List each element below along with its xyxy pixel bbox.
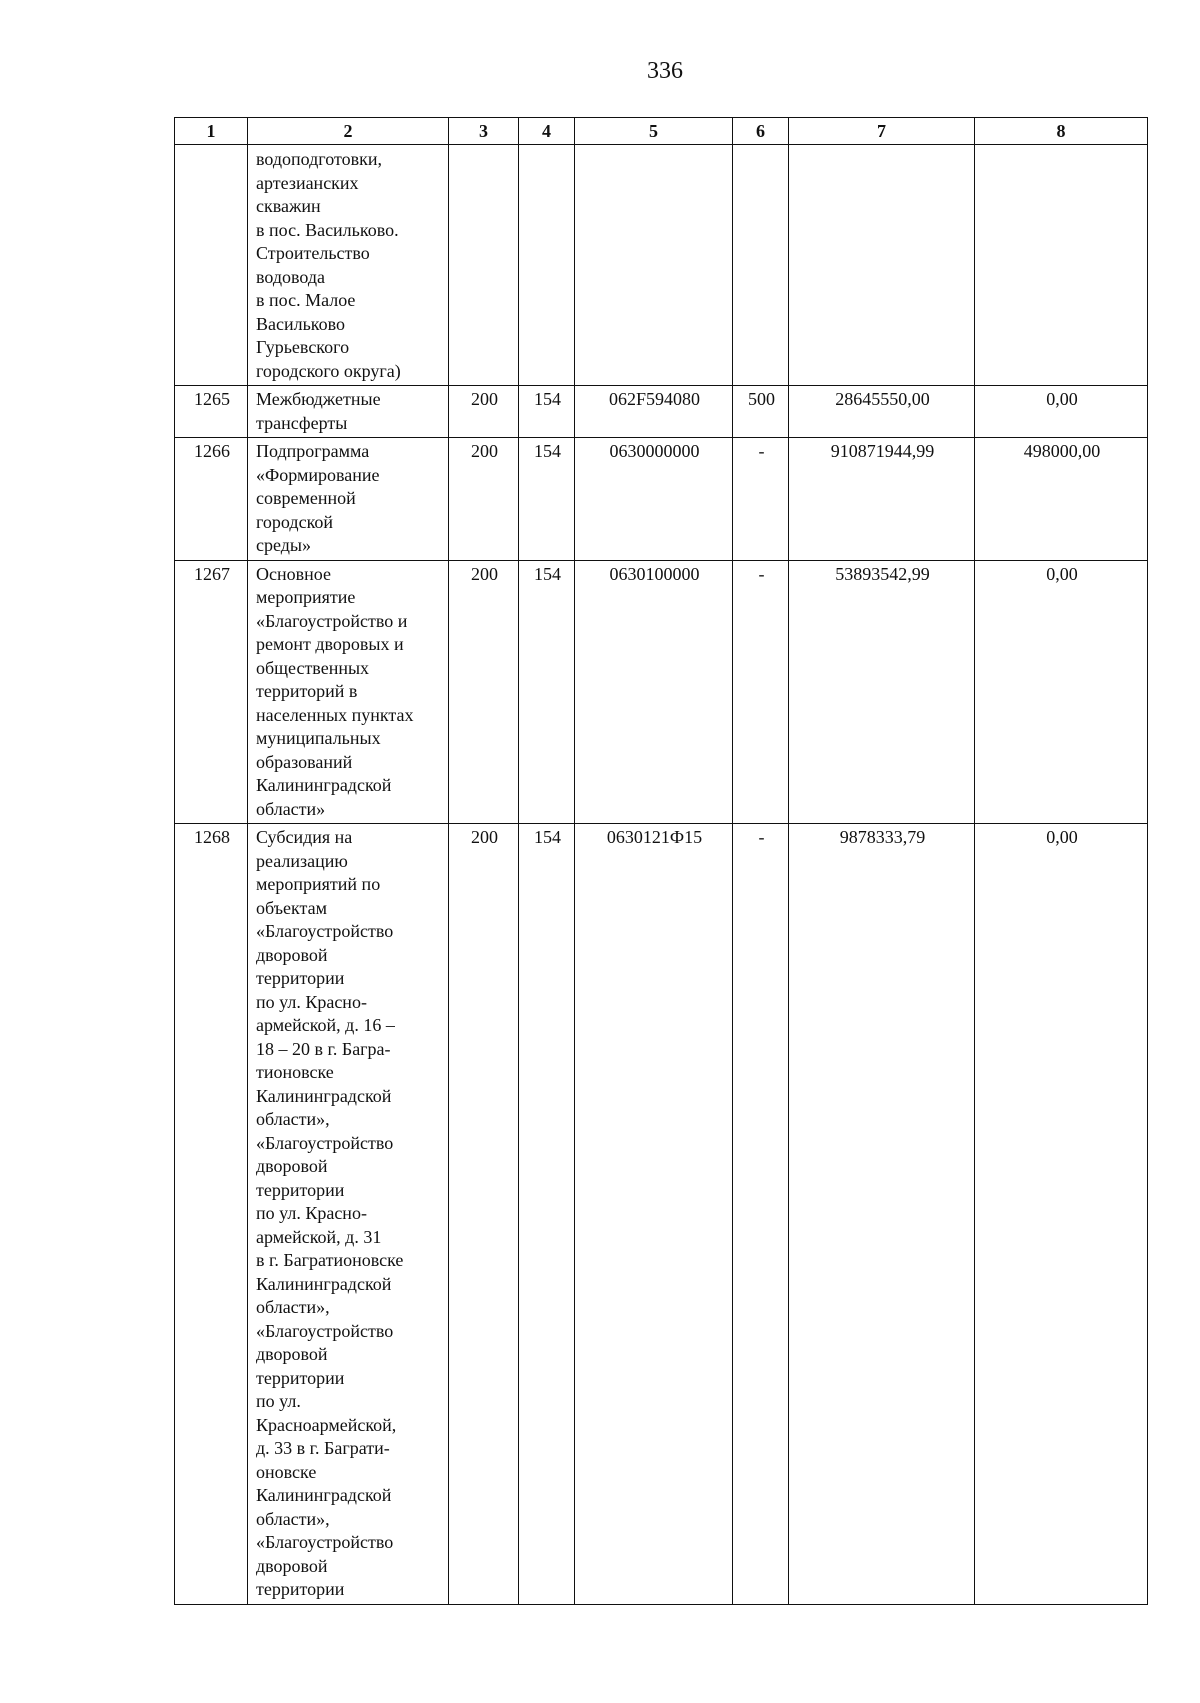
cell-name-line: «Благоустройство (256, 921, 394, 941)
cell-name-line: «Формирование (256, 464, 380, 485)
table-row (175, 824, 1148, 1605)
cell-name (248, 824, 449, 1605)
cell-name-line: по ул. Красно- (256, 991, 367, 1012)
cell-name (248, 438, 449, 561)
header-col-2: 2 (248, 118, 449, 145)
cell-c5: 0630100000 (575, 560, 733, 824)
cell-name-line: Субсидия на (256, 827, 353, 847)
cell-c7: 910871944,99 (789, 438, 975, 561)
cell-name-line: д. 33 в г. Баграти- (256, 1438, 390, 1458)
cell-c4: 154 (519, 438, 575, 561)
cell-name-line: городской (256, 511, 334, 532)
cell-name-line: территории (256, 1179, 345, 1200)
cell-c5: 0630000000 (575, 438, 733, 561)
cell-name-line: в пос. Малое (256, 290, 356, 310)
cell-name-line: муниципальных (256, 728, 381, 748)
cell-num: 1265 (175, 386, 248, 438)
cell-name-line: «Благоустройство (256, 1532, 394, 1552)
cell-c3 (449, 145, 519, 386)
cell-name-line: Калининградской (256, 1085, 392, 1106)
header-row (175, 118, 1148, 145)
cell-num: 1266 (175, 438, 248, 561)
cell-name-line: водовода (256, 266, 326, 287)
cell-name-line: Калининградской (256, 1485, 392, 1505)
cell-name-line: «Благоустройство (256, 1132, 394, 1153)
cell-c4 (519, 145, 575, 386)
cell-name-line: объектам (256, 897, 327, 918)
cell-c4: 154 (519, 824, 575, 1605)
cell-name-line: 18 – 20 в г. Багра- (256, 1038, 391, 1059)
cell-name (248, 386, 449, 438)
cell-name-line: дворовой (256, 1555, 328, 1576)
cell-name-line: населенных пунктах (256, 704, 414, 725)
cell-name-line: современной (256, 488, 356, 508)
cell-c7 (789, 145, 975, 386)
cell-name-line: тионовске (256, 1062, 334, 1082)
cell-name (248, 560, 449, 824)
cell-name-line: Межбюджетные (256, 389, 381, 409)
cell-c6: - (733, 438, 789, 561)
cell-c8: 0,00 (975, 824, 1148, 1605)
cell-c6 (733, 145, 789, 386)
cell-name-line: городского округа) (256, 360, 401, 381)
cell-name-line: трансферты (256, 412, 348, 433)
cell-name-line: «Благоустройство и (256, 610, 408, 631)
cell-c5 (575, 145, 733, 386)
cell-c4: 154 (519, 386, 575, 438)
cell-name-line: армейской, д. 31 (256, 1226, 382, 1247)
page-number: 336 (647, 58, 683, 84)
cell-name-line: оновске (256, 1461, 317, 1482)
cell-c5: 062F594080 (575, 386, 733, 438)
cell-c3: 200 (449, 824, 519, 1605)
table-row (175, 438, 1148, 561)
table-row (175, 560, 1148, 824)
cell-name-line: области», (256, 1297, 330, 1317)
cell-name-line: Калининградской (256, 1273, 392, 1294)
cell-name-line: реализацию (256, 850, 348, 871)
cell-name-line: ремонт дворовых и (256, 634, 404, 654)
header-col-1: 1 (175, 118, 248, 145)
cell-c4: 154 (519, 560, 575, 824)
cell-name-line: общественных (256, 657, 370, 678)
cell-name-line: Красноармейской, (256, 1414, 397, 1435)
cell-c8: 498000,00 (975, 438, 1148, 561)
cell-c8 (975, 145, 1148, 386)
cell-name-line: территории (256, 1579, 345, 1599)
cell-name-line: по ул. Красно- (256, 1203, 367, 1223)
cell-name-line: среды» (256, 535, 311, 555)
cell-c7: 53893542,99 (789, 560, 975, 824)
cell-c3: 200 (449, 386, 519, 438)
cell-c3: 200 (449, 560, 519, 824)
cell-name-line: Васильково (256, 313, 346, 334)
header-col-6: 6 (733, 118, 789, 145)
header-col-7: 7 (789, 118, 975, 145)
header-col-4: 4 (519, 118, 575, 145)
cell-c6: - (733, 824, 789, 1605)
cell-c6: - (733, 560, 789, 824)
cell-name-line: образований (256, 751, 353, 772)
cell-name-line: территории (256, 1367, 345, 1388)
cell-name-line: Основное (256, 563, 331, 584)
cell-c8: 0,00 (975, 560, 1148, 824)
cell-name-line: дворовой (256, 1156, 328, 1176)
cell-c6: 500 (733, 386, 789, 438)
cell-c7: 9878333,79 (789, 824, 975, 1605)
cell-name-line: водоподготовки, (256, 149, 382, 169)
header-col-5: 5 (575, 118, 733, 145)
cell-name (248, 145, 449, 386)
cell-name-line: дворовой (256, 944, 328, 965)
cell-name-line: «Благоустройство (256, 1320, 394, 1341)
cell-name-line: дворовой (256, 1344, 328, 1364)
cell-name-line: Калининградской (256, 775, 392, 795)
cell-name-line: области» (256, 798, 326, 819)
cell-name-line: мероприятий по (256, 874, 381, 894)
cell-name-line: области», (256, 1508, 330, 1529)
cell-name-line: по ул. (256, 1391, 301, 1411)
cell-num: 1268 (175, 824, 248, 1605)
cell-c3: 200 (449, 438, 519, 561)
header-col-8: 8 (975, 118, 1148, 145)
cell-name-line: скважин (256, 196, 321, 216)
cell-name-line: артезианских (256, 172, 359, 193)
cell-num: 1267 (175, 560, 248, 824)
cell-c8: 0,00 (975, 386, 1148, 438)
header-col-3: 3 (449, 118, 519, 145)
cell-name-line: в пос. Васильково. (256, 219, 399, 240)
cell-name-line: Подпрограмма (256, 441, 370, 461)
table-row (175, 386, 1148, 438)
cell-name-line: территории (256, 968, 345, 988)
cell-name-line: мероприятие (256, 587, 356, 607)
cell-c7: 28645550,00 (789, 386, 975, 438)
cell-name-line: Строительство (256, 243, 370, 263)
table-body (175, 145, 1148, 1605)
budget-table (174, 117, 1148, 1605)
cell-name-line: Гурьевского (256, 337, 350, 357)
cell-name-line: армейской, д. 16 – (256, 1015, 395, 1035)
cell-name-line: области», (256, 1109, 330, 1129)
table-row-continuation (175, 145, 1148, 386)
cell-c5: 0630121Ф15 (575, 824, 733, 1605)
cell-num (175, 145, 248, 386)
cell-name-line: территорий в (256, 681, 358, 701)
cell-name-line: в г. Багратионовске (256, 1250, 404, 1270)
